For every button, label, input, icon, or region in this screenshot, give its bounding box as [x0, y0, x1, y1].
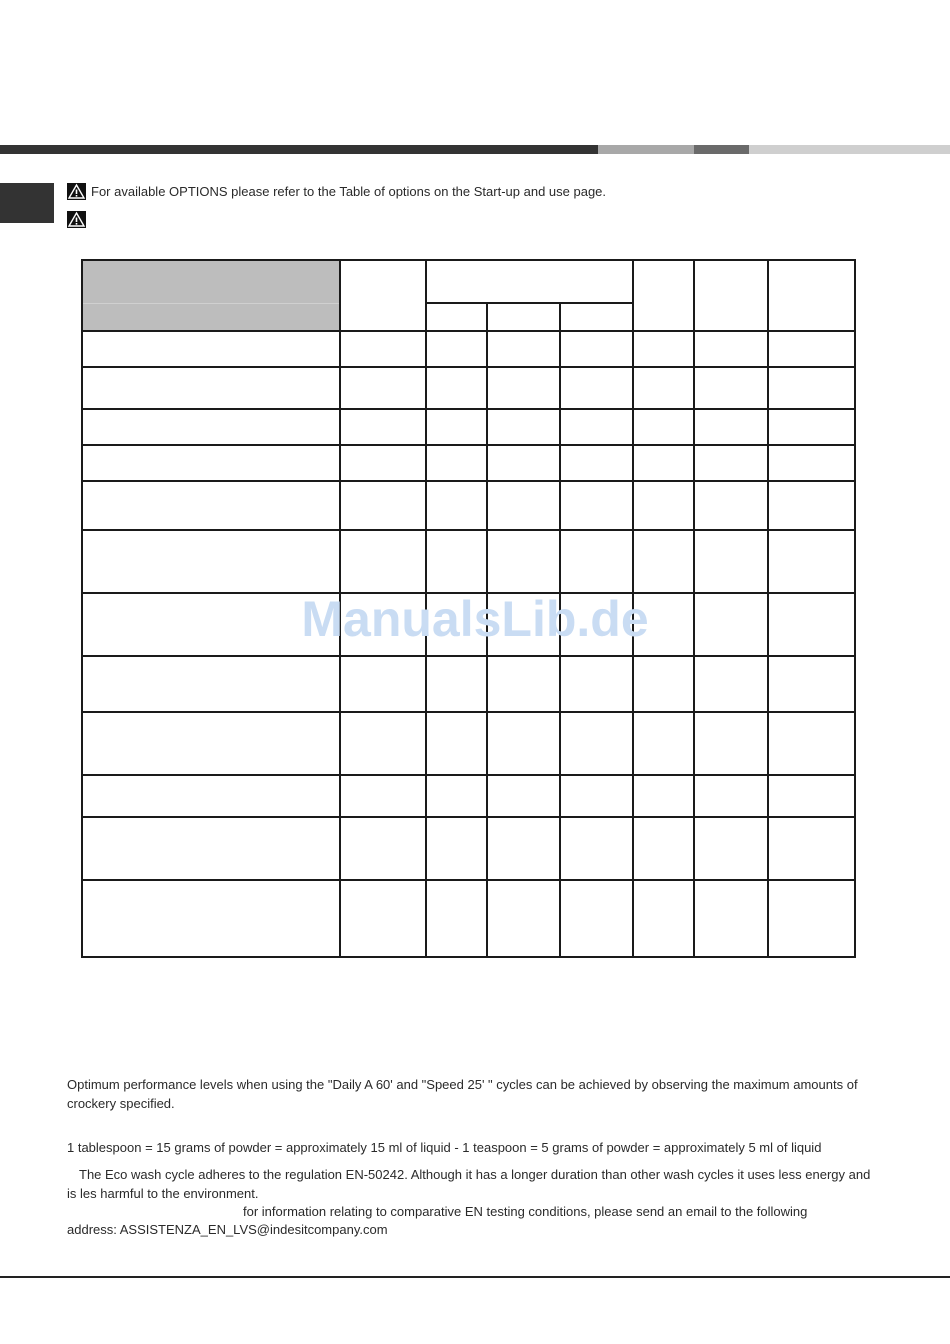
table-row	[82, 530, 855, 593]
options-note	[67, 183, 606, 200]
table-cell	[768, 712, 855, 775]
table-cell	[694, 530, 768, 593]
table-cell	[426, 593, 487, 656]
table-cell	[768, 530, 855, 593]
second-note	[67, 211, 91, 228]
table-cell	[633, 445, 694, 481]
bottom-divider	[0, 1276, 950, 1278]
table-cell	[340, 712, 426, 775]
table-cell	[560, 331, 633, 367]
table-cell	[633, 656, 694, 712]
table-cell	[633, 775, 694, 817]
table-cell	[340, 331, 426, 367]
table-row	[82, 481, 855, 530]
table-cell	[694, 775, 768, 817]
table-cell	[694, 331, 768, 367]
header-cell	[82, 303, 340, 331]
warning-icon	[67, 211, 86, 228]
table-cell	[340, 481, 426, 530]
dosage-note: 1 tablespoon = 15 grams of powder = approximately 15 ml of liquid - 1 teaspoon = 5 grams of powder = approximately 5 ml of liquid	[67, 1140, 822, 1155]
table-row	[82, 367, 855, 409]
table-cell	[487, 656, 560, 712]
header-cell	[426, 303, 487, 331]
table-cell	[560, 817, 633, 880]
table-cell	[82, 445, 340, 481]
table-cell	[560, 775, 633, 817]
table-cell	[82, 481, 340, 530]
table-cell	[633, 817, 694, 880]
table-cell	[426, 880, 487, 957]
header-cell	[82, 260, 340, 303]
table-cell	[694, 409, 768, 445]
table-cell	[487, 712, 560, 775]
table-cell	[426, 481, 487, 530]
header-cell	[694, 260, 768, 331]
table-cell	[487, 775, 560, 817]
table-cell	[694, 656, 768, 712]
header-cell	[768, 260, 855, 331]
table-cell	[426, 712, 487, 775]
table-cell	[694, 593, 768, 656]
table-cell	[768, 656, 855, 712]
header-bar-segment-dark	[0, 145, 598, 154]
table-cell	[82, 775, 340, 817]
table-cell	[82, 409, 340, 445]
table-cell	[768, 880, 855, 957]
table-cell	[768, 775, 855, 817]
table-cell	[768, 367, 855, 409]
table-cell	[340, 775, 426, 817]
table-cell	[633, 409, 694, 445]
table-cell	[487, 593, 560, 656]
table-cell	[560, 445, 633, 481]
table-cell	[82, 331, 340, 367]
table-cell	[633, 593, 694, 656]
table-cell	[694, 481, 768, 530]
table-cell	[487, 445, 560, 481]
table-cell	[82, 530, 340, 593]
table-cell	[340, 656, 426, 712]
table-row	[82, 880, 855, 957]
table-cell	[633, 481, 694, 530]
table-cell	[340, 817, 426, 880]
table-cell	[633, 712, 694, 775]
table-cell	[82, 880, 340, 957]
table-cell	[426, 367, 487, 409]
table-cell	[694, 367, 768, 409]
table-cell	[340, 880, 426, 957]
header-cell	[340, 260, 426, 331]
table-cell	[560, 530, 633, 593]
table-row	[82, 409, 855, 445]
table-cell	[560, 367, 633, 409]
table-cell	[768, 409, 855, 445]
table-cell	[340, 530, 426, 593]
table-cell	[694, 880, 768, 957]
options-note-text: For available OPTIONS please refer to the Table of options on the Start-up and use page.	[91, 183, 607, 199]
table-cell	[487, 530, 560, 593]
header-cell	[426, 260, 633, 303]
table-cell	[82, 656, 340, 712]
table-row	[82, 817, 855, 880]
table-cell	[694, 817, 768, 880]
table-cell	[426, 409, 487, 445]
table-row	[82, 712, 855, 775]
table-cell	[487, 481, 560, 530]
table-cell	[82, 712, 340, 775]
table-cell	[768, 445, 855, 481]
language-side-tab	[0, 183, 54, 223]
table-cell	[426, 656, 487, 712]
table-cell	[487, 331, 560, 367]
table-cell	[633, 331, 694, 367]
email-address-line: address: ASSISTENZA_EN_LVS@indesitcompany.com	[67, 1222, 388, 1237]
header-bar-segment-pale	[749, 145, 950, 154]
table-cell	[560, 409, 633, 445]
programme-table	[81, 259, 856, 958]
table-cell	[487, 409, 560, 445]
header-cell	[487, 303, 560, 331]
table-cell	[768, 481, 855, 530]
warning-icon	[67, 183, 86, 200]
table-cell	[560, 656, 633, 712]
header-cell	[633, 260, 694, 331]
table-row	[82, 331, 855, 367]
table-cell	[487, 880, 560, 957]
table-cell	[426, 817, 487, 880]
table-cell	[633, 530, 694, 593]
testing-info-note: for information relating to comparative EN testing conditions, please send an email to the following	[243, 1204, 808, 1219]
header-color-bar	[0, 145, 950, 154]
table-cell	[82, 593, 340, 656]
table-cell	[82, 817, 340, 880]
table-cell	[487, 367, 560, 409]
table-cell	[694, 445, 768, 481]
header-bar-segment-light	[598, 145, 694, 154]
table-cell	[560, 481, 633, 530]
table-cell	[694, 712, 768, 775]
table-cell	[487, 817, 560, 880]
header-bar-segment-mid	[694, 145, 749, 154]
table-cell	[768, 331, 855, 367]
table-cell	[340, 409, 426, 445]
table-cell	[633, 367, 694, 409]
table-cell	[560, 880, 633, 957]
table-cell	[426, 331, 487, 367]
table-cell	[768, 817, 855, 880]
watermark: ManualsLib.de	[301, 591, 649, 647]
performance-note: Optimum performance levels when using the "Daily A 60' and "Speed 25' " cycles can be achieved by observing the maximum amounts of crockery specified.	[67, 1077, 858, 1111]
table-cell	[340, 367, 426, 409]
table-cell	[426, 445, 487, 481]
table-cell	[560, 712, 633, 775]
table-cell	[426, 775, 487, 817]
table-row	[82, 775, 855, 817]
table-cell	[633, 880, 694, 957]
table-cell	[340, 445, 426, 481]
table-header-row	[82, 260, 855, 303]
table-row	[82, 445, 855, 481]
table-row	[82, 656, 855, 712]
header-cell	[560, 303, 633, 331]
table-cell	[82, 367, 340, 409]
table-cell	[768, 593, 855, 656]
eco-cycle-note: The Eco wash cycle adheres to the regulation EN-50242. Although it has a longer duration than other wash cycles it uses less energy and is les harmful to the environment.	[67, 1167, 871, 1201]
table-cell	[560, 593, 633, 656]
table-row	[82, 593, 855, 656]
table-cell	[426, 530, 487, 593]
table-cell	[340, 593, 426, 656]
